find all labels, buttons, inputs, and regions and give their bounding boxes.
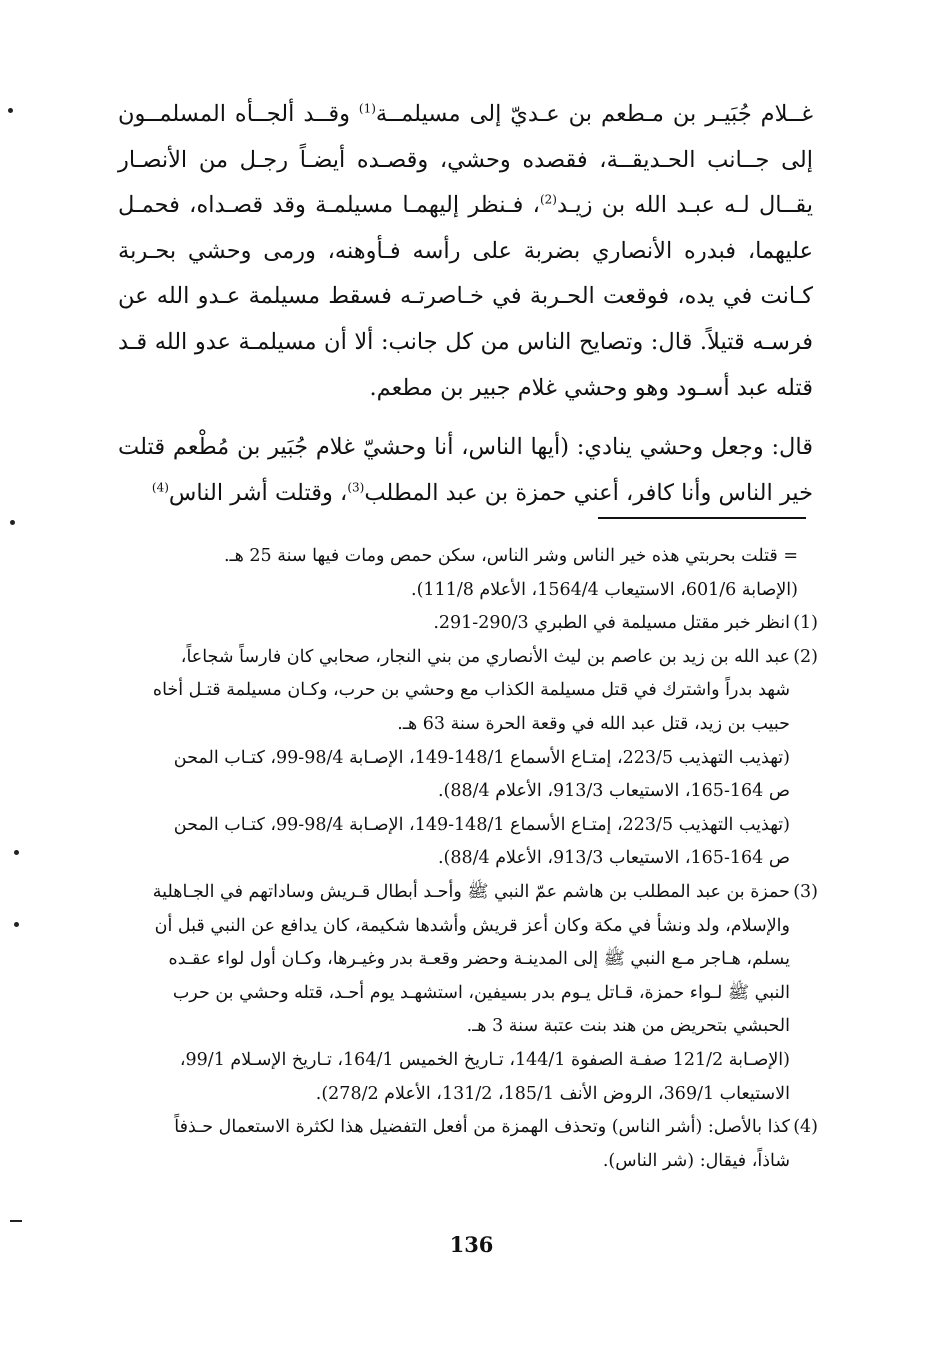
footnote-number: (4) — [793, 1117, 818, 1138]
footnote-3-refs: (الإصـابة 121/2 صفـة الصفوة 144/1، تـاريخ الخميس 164/1، تـاريخ الإسـلام 99/1، — [179, 1049, 790, 1070]
text-line: عليهما، فبدره الأنصاري بضربة على رأسه فـأوهنه، ورمى وحشي بحـربة كـانت — [118, 237, 814, 310]
footnote-continuation: = قتلت بحربتي هذه خير الناس وشر الناس، سكن حمص ومات فيها سنة 25 هـ. — [223, 546, 798, 566]
paragraph-2 — [118, 425, 813, 516]
scan-speck — [10, 520, 15, 525]
text-line: قتلت خير الناس وأنا كافر، أعني حمزة بن عبد المطلب — [118, 434, 813, 506]
footnote-number: (1) — [793, 613, 818, 634]
footnote-3-refs: الاستيعاب 369/1، الروض الأنف 185/1، 131/2، الأعلام 278/2). — [315, 1083, 790, 1104]
scan-speck — [14, 922, 19, 927]
footnote-2-line: حبيب بن زيد، قتل عبد الله في وقعة الحرة سنة 63 هـ. — [397, 713, 790, 734]
footnote-2-refs: (تهذيب التهذيب 223/5، إمتـاع الأسماع 148/1-149، الإصـابة 98/4-99، كتـاب المحن — [173, 814, 790, 835]
footnote-ref: (1) — [358, 101, 376, 116]
footnote-text: عبد الله بن زيد بن عاصم بن ليث الأنصاري من بني النجار، صحابي كان فارساً شجاعاً، — [180, 646, 790, 667]
text-line: وقــد ألجــأه المسلمــون — [118, 101, 359, 127]
text-line: وهو وحشي غلام جبير بن مطعم. — [369, 374, 670, 401]
footnote-2-refs: ص 164-165، الاستيعاب 913/3، الأعلام 88/4). — [437, 848, 790, 869]
scan-speck — [10, 1220, 22, 1222]
footnote-4 — [118, 1111, 818, 1145]
footnote-text: انظر خبر مقتل مسيلمة في الطبري 290/3-291. — [433, 613, 790, 634]
paragraph-1 — [118, 92, 813, 411]
footnote-number: (3) — [793, 881, 818, 902]
footnote-2-line: شهد بدراً واشترك في قتل مسيلمة الكذاب مع وحشي بن حرب، وكـان مسيلمة قتـل أخاه — [152, 680, 790, 701]
main-text — [118, 92, 813, 516]
text-line: غــلام جُبَيـر بن مـطعم بن عـديّ إلى مسيلمــة — [375, 101, 813, 127]
footnote-3 — [118, 876, 818, 910]
footnote-3-line: يسلم، هـاجر مـع النبي ﷺ إلى المدينـة وحضر وقعـة بدر وغيـرها، وكـان أول لواء عقـده — [168, 949, 790, 970]
text-line: يقــال لـه عبـد الله بن زيـد — [556, 192, 813, 219]
text-line: إلى جــانب الحـديقــة، فقصده وحشي، وقصـده أيضـاً رجـل من الأنصـار — [118, 146, 813, 173]
footnote-ref: (2) — [539, 192, 557, 207]
scan-speck — [8, 108, 13, 113]
footnote-2-refs: (تهذيب التهذيب 223/5، إمتـاع الأسماع 148/1-149، الإصـابة 98/4-99، كتـاب المحن — [173, 747, 790, 768]
footnote-number: (2) — [793, 646, 818, 667]
footnote-text: حمزة بن عبد المطلب بن هاشم عمّ النبي ﷺ وأحـد أبطال قـريش وساداتهم في الجـاهلية — [152, 881, 790, 902]
text-line: ، وقتلت أشر الناس — [168, 479, 348, 506]
footnote-text: كذا بالأصل: (أشر الناس) وتحذف الهمزة من أفعل التفضيل هذا لكثرة الاستعمال حـذفاً — [174, 1117, 790, 1138]
text-line: قال: وتصايح الناس من كل جانب: ألا أن مسيلمـة عدو الله قـد قتله عبد أسـود — [118, 328, 813, 401]
footnote-3-line: والإسلام، ولد ونشأ في مكة وكان أعز قريش وأشدها شكيمة، كان يدافع عن النبي قبل أن — [154, 915, 790, 936]
text-line: في يده، فوقعت الحـربة في خـاصرتـه فسقط مسيلمة عـدو الله عن فرسـه قتيلاً. — [118, 283, 814, 355]
footnote-3-line: الحبشي بتحريض من هند بنت عتبة سنة 3 هـ. — [466, 1016, 790, 1037]
footnote-ref: (4) — [151, 480, 169, 495]
footnotes — [118, 540, 818, 1178]
footnote-ref: (3) — [347, 480, 365, 495]
text-line: ، فـنظر إليهمـا مسيلمـة وقد قصـداه، فحمـل — [118, 192, 540, 219]
text-line: قال: وجعل وحشي ينادي: (أيها الناس، أنا وحشيّ غلام جُبَير بن مُطْعم — [172, 434, 813, 461]
footnote-4-line: شاذاً، فيقال: (شر الناس). — [602, 1150, 790, 1171]
footnote-1 — [118, 607, 818, 641]
footnote-separator — [598, 517, 806, 519]
page-number: 136 — [449, 1232, 494, 1257]
scan-speck — [14, 850, 19, 855]
footnote-2 — [118, 641, 818, 675]
footnote-continuation-refs: (الإصابة 601/6، الاستيعاب 1564/4، الأعلام 111/8). — [411, 579, 798, 600]
footnote-3-line: النبي ﷺ لـواء حمزة، قـاتل يـوم بدر بسيفين، استشهـد يوم أحـد، قتله وحشي بن حرب — [172, 982, 790, 1003]
footnote-2-refs: ص 164-165، الاستيعاب 913/3، الأعلام 88/4). — [437, 781, 790, 802]
